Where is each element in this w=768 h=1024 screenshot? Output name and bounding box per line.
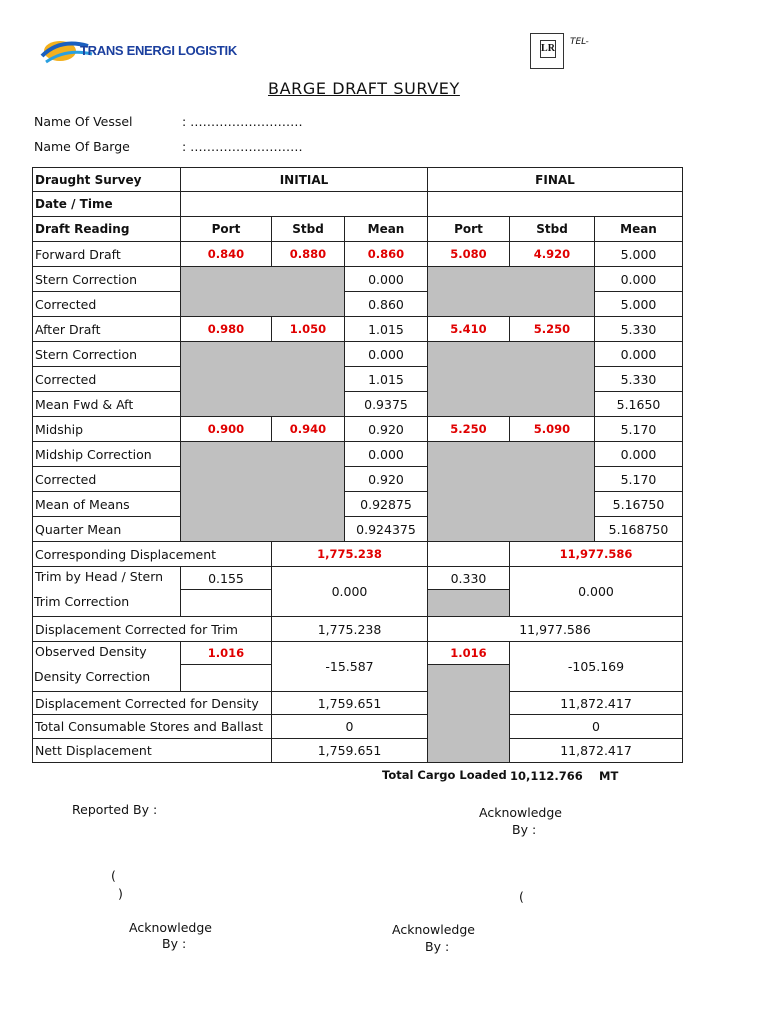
row-label-midship: Midship [32, 416, 181, 442]
gray-block [427, 664, 510, 763]
row-label-mean-fwd-aft: Mean Fwd & Aft [32, 391, 181, 417]
total-cargo-value: 10,112.766 [510, 769, 583, 783]
initial-midship-correction: 0.000 [344, 441, 428, 467]
final-mid-stbd: 5.090 [509, 416, 595, 442]
final-trim-correction: 0.000 [509, 566, 683, 617]
gray-block [427, 589, 510, 617]
row-label-midship-correction: Midship Correction [32, 441, 181, 467]
signature-paren-open: ( [519, 889, 524, 904]
total-cargo-label: Total Cargo Loaded [382, 768, 507, 782]
initial-mid-port: 0.900 [180, 416, 272, 442]
initial-port-header: Port [180, 216, 272, 242]
header-initial: INITIAL [180, 167, 428, 192]
row-label-density-correction: Density Correction [34, 669, 151, 684]
row-label-after-draft: After Draft [32, 316, 181, 342]
initial-fwd-stbd: 0.880 [271, 241, 345, 267]
initial-quarter-mean: 0.924375 [344, 516, 428, 542]
initial-mean-of-means: 0.92875 [344, 491, 428, 517]
acknowledge-by-3: By : [425, 939, 450, 954]
row-label-stern-correction: Stern Correction [32, 341, 181, 367]
gray-block [427, 441, 595, 542]
initial-corrected: 0.860 [344, 291, 428, 317]
row-label-corrected: Corrected [32, 291, 181, 317]
company-name: TRANS ENERGI LOGISTIK [80, 43, 237, 58]
certification-badge [530, 33, 564, 69]
gray-block [427, 341, 595, 417]
initial-trim-correction: 0.000 [271, 566, 428, 617]
final-midship-correction: 0.000 [594, 441, 683, 467]
gray-block [180, 341, 345, 417]
final-blank-cell [427, 541, 510, 567]
final-disp-corrected-trim: 11,977.586 [427, 616, 683, 642]
vessel-name-value: : ……………………… [182, 114, 303, 129]
initial-mean-fwd-aft: 0.9375 [344, 391, 428, 417]
final-port-header: Port [427, 216, 510, 242]
row-label-nett-displacement: Nett Displacement [32, 738, 272, 763]
initial-corrected: 0.920 [344, 466, 428, 492]
initial-fwd-port: 0.840 [180, 241, 272, 267]
row-label-observed-density: Observed Density [32, 641, 181, 692]
row-label-corrected: Corrected [32, 366, 181, 392]
vessel-name-label: Name Of Vessel [34, 114, 133, 129]
final-fwd-stbd: 4.920 [509, 241, 595, 267]
final-mid-mean: 5.170 [594, 416, 683, 442]
row-label-corresponding-displacement: Corresponding Displacement [32, 541, 272, 567]
initial-corrected: 1.015 [344, 366, 428, 392]
final-corrected: 5.170 [594, 466, 683, 492]
final-corrected: 5.330 [594, 366, 683, 392]
final-quarter-mean: 5.168750 [594, 516, 683, 542]
gray-block [180, 441, 345, 542]
final-aft-mean: 5.330 [594, 316, 683, 342]
cert-mark: LR [540, 40, 556, 58]
final-observed-density: 1.016 [427, 641, 510, 665]
final-consumables: 0 [509, 714, 683, 739]
final-mid-port: 5.250 [427, 416, 510, 442]
row-label-consumables: Total Consumable Stores and Ballast [32, 714, 272, 739]
initial-observed-density: 1.016 [180, 641, 272, 665]
row-label-trim: Trim by Head / Stern [32, 566, 181, 617]
header-final: FINAL [427, 167, 683, 192]
initial-disp-corrected-density: 1,759.651 [271, 691, 428, 715]
tel-label: TEL- [570, 37, 589, 47]
final-disp-corrected-density: 11,872.417 [509, 691, 683, 715]
acknowledge-label-3: Acknowledge [392, 922, 475, 937]
gray-block [427, 266, 595, 317]
initial-aft-stbd: 1.050 [271, 316, 345, 342]
draft-survey-table [32, 167, 683, 763]
final-fwd-mean: 5.000 [594, 241, 683, 267]
barge-name-label: Name Of Barge [34, 139, 130, 154]
initial-aft-mean: 1.015 [344, 316, 428, 342]
initial-consumables: 0 [271, 714, 428, 739]
initial-density-correction: -15.587 [271, 641, 428, 692]
row-label-quarter-mean: Quarter Mean [32, 516, 181, 542]
final-stern-correction: 0.000 [594, 266, 683, 292]
signature-paren-close: ) [118, 886, 123, 901]
row-label-corrected: Corrected [32, 466, 181, 492]
final-aft-port: 5.410 [427, 316, 510, 342]
row-label-disp-corrected-density: Displacement Corrected for Density [32, 691, 272, 715]
row-label-trim-correction: Trim Correction [34, 594, 130, 609]
initial-fwd-mean: 0.860 [344, 241, 428, 267]
initial-corresponding-displacement: 1,775.238 [271, 541, 428, 567]
row-label-forward-draft: Forward Draft [32, 241, 181, 267]
initial-trim: 0.155 [180, 566, 272, 590]
final-stbd-header: Stbd [509, 216, 595, 242]
row-label-disp-corrected-trim: Displacement Corrected for Trim [32, 616, 272, 642]
acknowledge-by-2: By : [162, 936, 187, 951]
initial-mid-mean: 0.920 [344, 416, 428, 442]
initial-stbd-header: Stbd [271, 216, 345, 242]
initial-mean-header: Mean [344, 216, 428, 242]
acknowledge-label-1: Acknowledge [479, 805, 562, 820]
row-label-stern-correction: Stern Correction [32, 266, 181, 292]
final-corrected: 5.000 [594, 291, 683, 317]
final-stern-correction: 0.000 [594, 341, 683, 367]
final-mean-header: Mean [594, 216, 683, 242]
row-label-draught-survey: Draught Survey [32, 167, 181, 192]
acknowledge-label-2: Acknowledge [129, 920, 212, 935]
final-density-correction: -105.169 [509, 641, 683, 692]
initial-nett-displacement: 1,759.651 [271, 738, 428, 763]
total-cargo-unit: MT [599, 769, 619, 783]
final-nett-displacement: 11,872.417 [509, 738, 683, 763]
final-corresponding-displacement: 11,977.586 [509, 541, 683, 567]
acknowledge-by-1: By : [512, 822, 537, 837]
final-fwd-port: 5.080 [427, 241, 510, 267]
initial-disp-corrected-trim: 1,775.238 [271, 616, 428, 642]
row-label-date-time: Date / Time [32, 191, 181, 217]
final-aft-stbd: 5.250 [509, 316, 595, 342]
initial-mid-stbd: 0.940 [271, 416, 345, 442]
initial-stern-correction: 0.000 [344, 266, 428, 292]
final-date-time [427, 191, 683, 217]
initial-stern-correction: 0.000 [344, 341, 428, 367]
final-mean-of-means: 5.16750 [594, 491, 683, 517]
final-mean-fwd-aft: 5.1650 [594, 391, 683, 417]
initial-aft-port: 0.980 [180, 316, 272, 342]
page-title: BARGE DRAFT SURVEY [268, 79, 460, 98]
final-trim: 0.330 [427, 566, 510, 590]
signature-paren-open: ( [111, 868, 116, 883]
reported-by-label: Reported By : [72, 802, 158, 817]
row-label-draft-reading: Draft Reading [32, 216, 181, 242]
row-label-mean-of-means: Mean of Means [32, 491, 181, 517]
barge-name-value: : ……………………… [182, 139, 303, 154]
initial-date-time [180, 191, 428, 217]
gray-block [180, 266, 345, 317]
